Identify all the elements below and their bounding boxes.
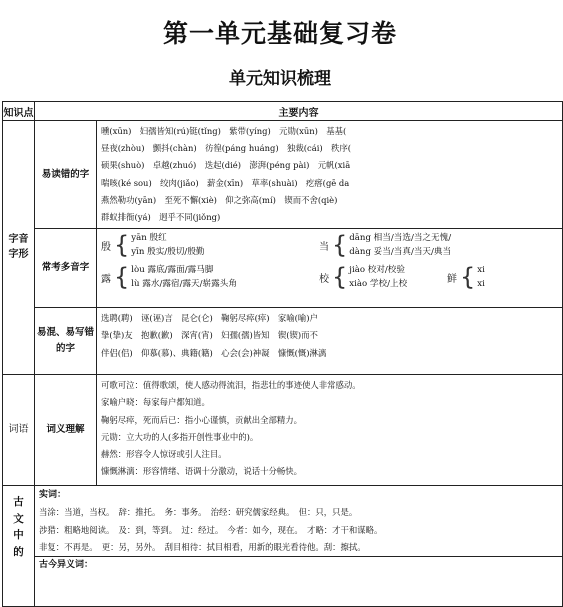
content-line: 涉猎：粗略地阅读。 及：到，等到。 过：经过。 今者：如今，现在。 才略：才干和谋略。 [39, 524, 383, 535]
word-meaning-content [97, 375, 563, 486]
section-subtitle: 单元知识梳理 [229, 69, 331, 89]
polyphonic-char: 校 [319, 273, 329, 285]
header-knowledge-point: 知识点 [3, 102, 35, 121]
content-line: 元勋：立大功的人(多指开创性事业中的)。 [101, 431, 259, 442]
reading-option: xiào 学校/上校 [349, 279, 408, 290]
brace-icon: { [332, 231, 348, 260]
table-row [3, 229, 563, 308]
table-row [3, 486, 563, 607]
subcategory-confusable: 易混、易写错的字 [35, 308, 97, 375]
content-line: 伴侣(侣) 仰慕(慕)、典籍(籍) 心会(会)神凝 慷慨(慨)淋漓 [101, 347, 327, 358]
content-line: 挚(挚)友 抱歉(歉) 深宵(宵) 妇孺(孺)皆知 锲(锲)而不 [101, 330, 318, 341]
polyphonic-group [447, 263, 485, 291]
polyphonic-group [101, 231, 301, 259]
content-line: 曛(xūn) 妇孺皆知(rú)铤(tǐng) 紫带(yíng) 元勋(xūn) 基基( [101, 126, 347, 136]
reading-option: lù 露水/露宿/露天/崭露头角 [131, 279, 237, 290]
category-char: 中 [13, 529, 24, 542]
classical-content [35, 486, 563, 607]
knowledge-table [2, 101, 563, 607]
category-label: 字音字形 [8, 234, 29, 261]
reading-option: lòu 露底/露面/露马脚 [131, 265, 214, 276]
category-words: 词语 [3, 375, 35, 486]
brace-icon: { [114, 263, 130, 292]
reading-option: dāng 相当/当选/当之无愧/ [349, 233, 452, 244]
content-line: 喘咳(ké sou) 绞肉(jiǎo) 薪金(xīn) 草率(shuài) 疙瘩(gē da [101, 177, 350, 188]
reading-option: yīn 殷实/殷切/殷勤 [131, 247, 205, 258]
table-row [3, 121, 563, 229]
polyphonic-char: 鲜 [447, 273, 457, 285]
table-row [3, 308, 563, 375]
table-row [3, 375, 563, 486]
polyphonic-group [319, 231, 451, 259]
polyphonic-content [97, 229, 563, 308]
category-zi-yin-zi-xing [3, 121, 35, 375]
header-main-content: 主要内容 [35, 102, 563, 121]
content-line: 燕然勒功(yān) 至死不懈(xiè) 仰之弥高(mí) 锲而不舍(qiè) [101, 194, 338, 205]
easy-misread-content [97, 121, 563, 229]
polyphonic-char: 当 [319, 241, 329, 253]
polyphonic-char: 露 [101, 273, 111, 285]
reading-option: xi [477, 265, 485, 276]
polyphonic-row [97, 261, 562, 293]
table-header-row [3, 102, 563, 121]
content-line: 群蚁排衙(yá) 迥乎不同(jiǒng) [101, 212, 221, 223]
brace-icon: { [114, 231, 130, 260]
content-line: 昼夜(zhòu) 颤抖(chàn) 彷徨(páng huáng) 独裁(cái) 秩序( [101, 143, 352, 154]
category-classical [3, 486, 35, 607]
page-title: 第一单元基础复习卷 [162, 19, 397, 48]
content-line: 可歌可泣：值得歌颂，使人感动得流泪，指悲壮的事迹使人非常感动。 [101, 380, 361, 391]
subcategory-word-meaning: 词义理解 [35, 375, 97, 486]
brace-icon: { [460, 263, 476, 292]
content-line: 赫然：形容令人惊讶或引人注目。 [101, 449, 227, 460]
polyphonic-group [101, 263, 301, 291]
content-line: 当涂：当道，当权。 辞：推托。 务：事务。 治经：研究儒家经典。 但：只，只是。 [39, 507, 358, 518]
reading-option: yān 殷红 [131, 233, 167, 244]
content-line: 选聘(聘) 诬(诬)言 昆仑(仑) 鞠躬尽瘁(瘁) 家喻(喻)户 [101, 313, 318, 324]
category-char: 的 [13, 545, 24, 558]
polyphonic-char: 殷 [101, 241, 111, 253]
content-line: 慷慨淋漓：形容情绪、语调十分激动，说话十分畅快。 [101, 466, 302, 477]
reading-option: dàng 妥当/当真/当天/典当 [349, 247, 452, 258]
content-line: 鞠躬尽瘁，死而后已：指小心谨慎，贡献出全部精力。 [101, 414, 302, 425]
reading-option: xi [477, 279, 485, 290]
subcategory-polyphonic: 常考多音字 [35, 229, 97, 308]
brace-icon: { [332, 263, 348, 292]
category-char: 文 [13, 512, 24, 525]
reading-option: jiào 校对/校验 [349, 265, 405, 276]
content-line: 非复：不再是。 更：另，另外。 刮目相待：拭目相看，用新的眼光看待他。刮：擦拭。 [39, 541, 366, 552]
polyphonic-row [97, 229, 562, 261]
confusable-content [97, 308, 563, 375]
polyphonic-group [319, 263, 437, 291]
shici-title: 实词： [39, 490, 67, 501]
category-char: 古 [13, 496, 24, 509]
content-line: 硕果(shuò) 卓越(zhuó) 迭起(dié) 澎湃(péng pài) 元帆(xiā [101, 160, 351, 171]
subcategory-easy-misread: 易读错的字 [35, 121, 97, 229]
content-line: 家喻户晓：每家每户都知道。 [101, 397, 210, 408]
yiyi-title: 古今异义词： [35, 556, 562, 574]
